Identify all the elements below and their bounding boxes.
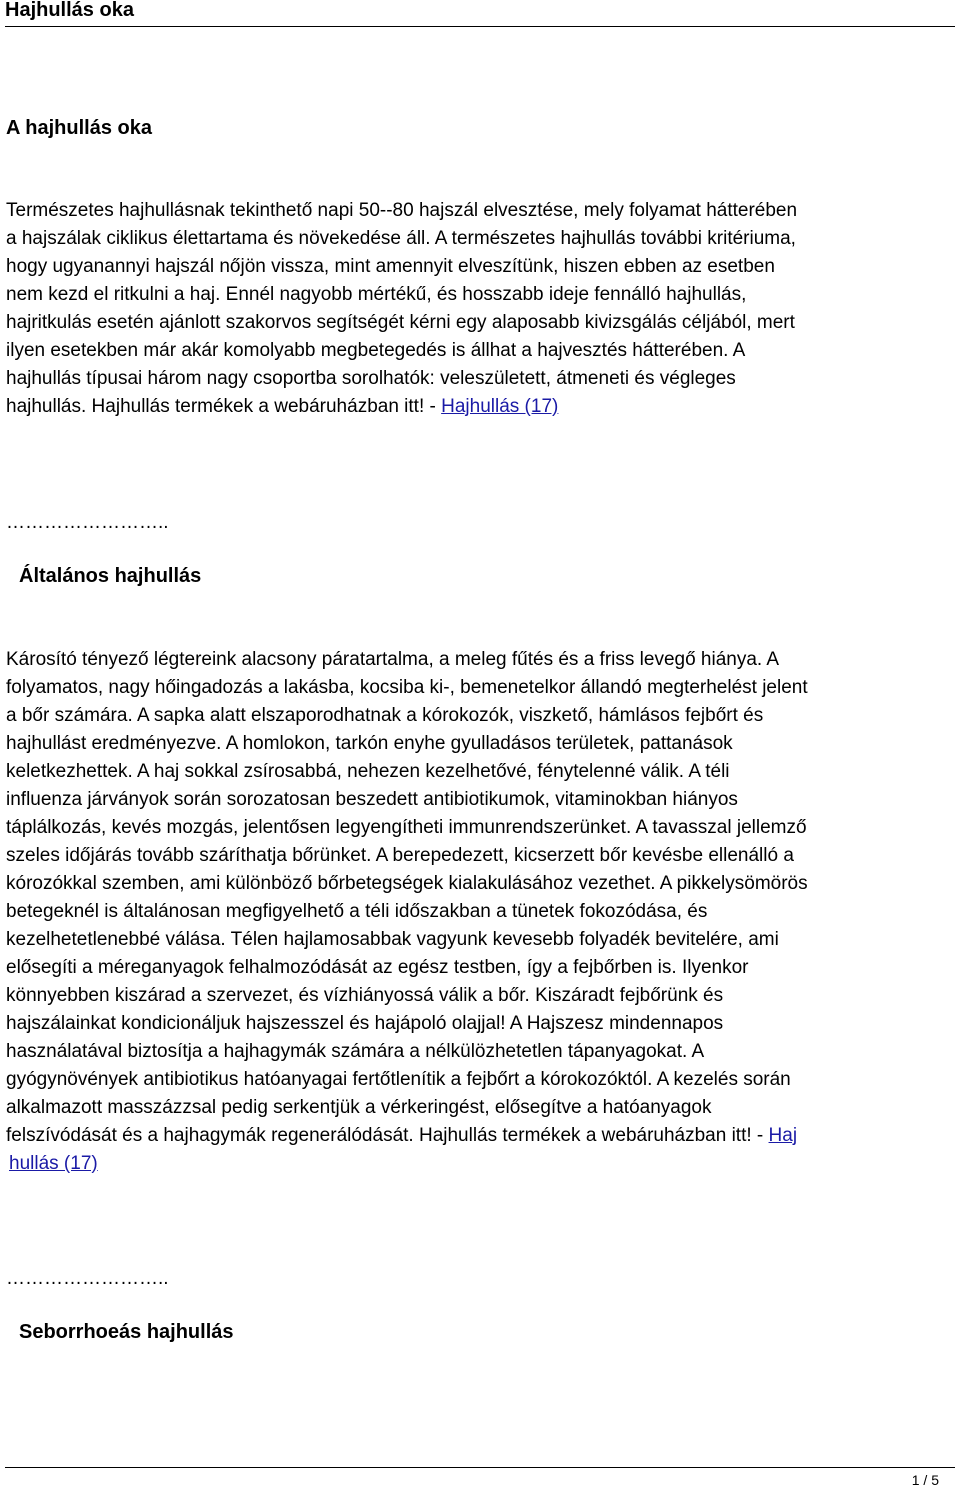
paragraph-line: nem kezd el ritkulni a haj. Ennél nagyobb mértékű, és hosszabb ideje fennálló hajhullás, [6, 284, 747, 305]
hajhullas-products-link-part-1[interactable]: Haj [768, 1125, 798, 1146]
section-separator-dots: …………………….. [6, 512, 169, 533]
paragraph-line: használatával biztosítja a hajhagymák számára a nélkülözhetetlen tápanyagokat. A [6, 1041, 705, 1062]
page-footer [5, 1467, 955, 1488]
paragraph-line: alkalmazott masszázzsal pedig serkentjük a vérkeringést, elősegítve a hatóanyagok [6, 1097, 712, 1118]
paragraph-line: könnyebben kiszárad a szervezet, és vízhiányossá válik a bőr. Kiszáradt fejbőrünk és [6, 985, 724, 1006]
paragraph-line: ilyen esetekben már akár komolyabb megbetegedés is állhat a hajvesztés hátterében. A [6, 340, 746, 361]
paragraph-line-text: hajhullás. Hajhullás termékek a webáruházban itt! - [6, 396, 442, 417]
section-title-hajhullas-oka: A hajhullás oka [6, 117, 152, 139]
section-title-altalanos-hajhullas: Általános hajhullás [19, 565, 202, 587]
paragraph-line: hajhullást eredményezve. A homlokon, tarkón enyhe gyulladásos területek, pattanások [6, 733, 733, 754]
document-title: Hajhullás oka [5, 0, 134, 21]
paragraph-hajhullas-oka [6, 197, 952, 421]
paragraph-line: hogy ugyanannyi hajszál nőjön vissza, mint amennyit elveszítünk, hiszen ebben az esetben [6, 256, 775, 277]
hajhullas-products-link-part-2[interactable]: hullás (17) [9, 1153, 98, 1174]
paragraph-line [6, 1122, 952, 1150]
paragraph-line: hajszálainkat kondicionáljuk hajszesszel és hajápoló olajjal! A Hajszesz mindennapos [6, 1013, 724, 1034]
paragraph-line: hajhullás típusai három nagy csoportba sorolhatók: veleszületett, átmeneti és végleges [6, 368, 736, 389]
paragraph-line: hajritkulás esetén ajánlott szakorvos segítségét kérni egy alaposabb kivizsgálás céljából, mert [6, 312, 795, 333]
page-header [5, 0, 955, 27]
page-number: 1 / 5 [911, 1472, 939, 1488]
hajhullas-products-link[interactable]: Hajhullás (17) [441, 396, 559, 417]
paragraph-line: folyamatos, nagy hőingadozás a lakásba, kocsiba ki-, bemenetelkor állandó megterhelést jelent [6, 677, 808, 698]
paragraph-line [6, 1150, 952, 1178]
paragraph-line: Természetes hajhullásnak tekinthető napi 50--80 hajszál elvesztése, mely folyamat hátterében [6, 200, 798, 221]
paragraph-line-text: felszívódását és a hajhagymák regenerálódását. Hajhullás termékek a webáruházban itt! - [6, 1125, 769, 1146]
paragraph-line: keletkezhettek. A haj sokkal zsírosabbá, nehezen kezelhetővé, fénytelenné válik. A téli [6, 761, 730, 782]
paragraph-line: betegeknél is általánosan megfigyelhető a téli időszakban a tünetek fokozódása, és [6, 901, 708, 922]
paragraph-line: kórozókkal szemben, ami különböző bőrbetegségek kialakulásához vezethet. A pikkelysömörös [6, 873, 808, 894]
paragraph-line: Károsító tényező légtereink alacsony páratartalma, a meleg fűtés és a friss levegő hiánya. A [6, 649, 780, 670]
paragraph-line: szeles időjárás tovább száríthatja bőrünket. A berepedezett, kicserzett bőr kevésbe ellenálló a [6, 845, 794, 866]
paragraph-line: a hajszálak ciklikus élettartama és növekedése áll. A természetes hajhullás további kritériuma, [6, 228, 796, 249]
paragraph-line: influenza járványok során sorozatosan beszedett antibiotikumok, vitaminokban hiányos [6, 789, 738, 810]
paragraph-line: gyógynövények antibiotikus hatóanyagai fertőtlenítik a fejbőrt a kórokozóktól. A kezelés során [6, 1069, 791, 1090]
paragraph-line: kezelhetetlenebbé válása. Télen hajlamosabbak vagyunk kevesebb folyadék bevitelére, ami [6, 929, 779, 950]
section-separator-dots: …………………….. [6, 1268, 169, 1289]
section-title-seborrhoeas-hajhullas: Seborrhoeás hajhullás [19, 1321, 234, 1343]
paragraph-line [6, 393, 952, 421]
paragraph-line: táplálkozás, kevés mozgás, jelentősen legyengítheti immunrendszerünket. A tavasszal jellemző [6, 817, 807, 838]
paragraph-line: elősegíti a méreganyagok felhalmozódását az egész testben, így a fejbőrben is. Ilyenkor [6, 957, 749, 978]
paragraph-altalanos-hajhullas [6, 646, 952, 1178]
paragraph-line: a bőr számára. A sapka alatt elszaporodhatnak a kórokozók, viszkető, hámlásos fejbőrt és [6, 705, 764, 726]
